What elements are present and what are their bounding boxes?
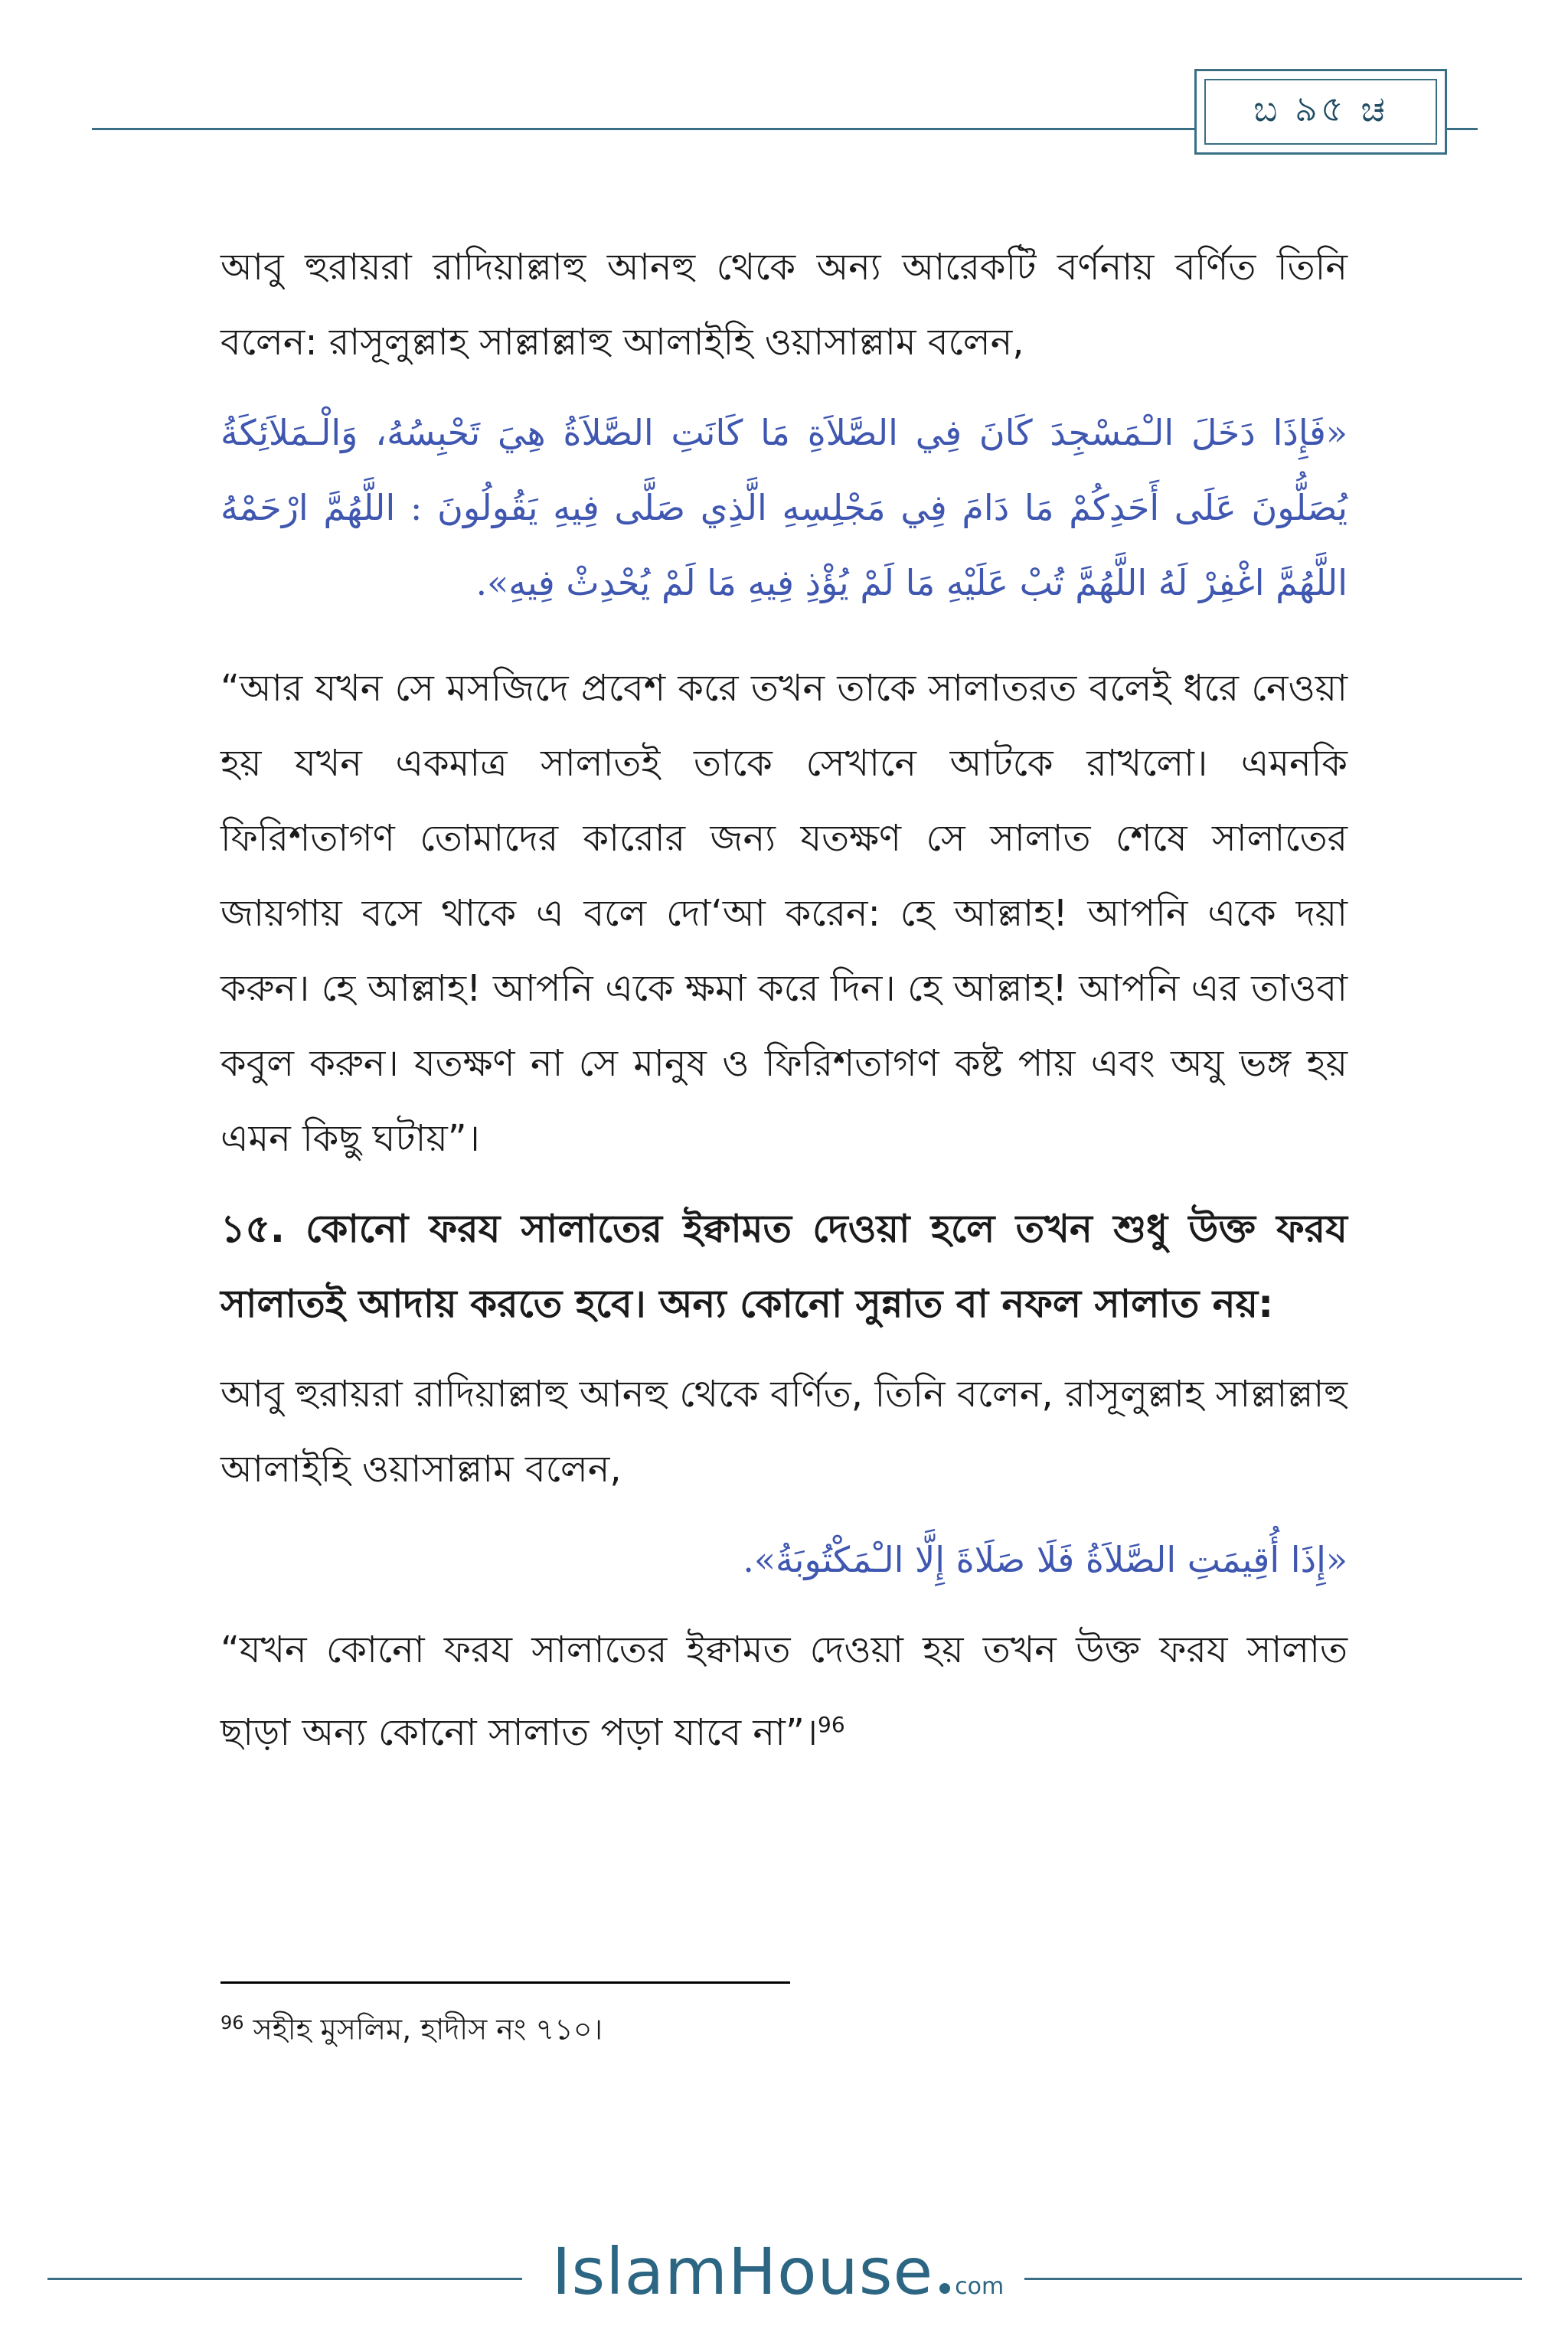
page-number [1253, 83, 1388, 141]
arabic-hadith-1: «فَإِذَا دَخَلَ الـْمَسْجِدَ كَانَ فِي الصَّلاَةِ مَا كَانَتِ الصَّلاَةُ هِيَ تَحْبِسُهُ، وَالْـمَلاَئِكَةُ يُصَلُّونَ عَلَى أَحَدِكُمْ مَا دَامَ فِي مَجْلِسِهِ الَّذِي صَلَّى فِيهِ يَقُولُونَ : اللَّهُمَّ ارْحَمْهُ اللَّهُمَّ اغْفِرْ لَهُ اللَّهُمَّ تُبْ عَلَيْهِ مَا لَمْ يُؤْذِ فِيهِ مَا لَمْ يُحْدِثْ فِيهِ». [220, 412, 1348, 603]
left-ornament: ಬ [1253, 88, 1281, 129]
paragraph-intro: আবু হুরায়রা রাদিয়াল্লাহু আনহু থেকে অন্য আরেকটি বর্ণনায় বর্ণিত তিনি বলেন: রাসূলুল্লাহ সাল্লাল্লাহু আলাইহি ওয়াসাল্লাম বলেন, [220, 246, 1348, 364]
paragraph-translation-1: “আর যখন সে মসজিদে প্রবেশ করে তখন তাকে সালাতরত বলেই ধরে নেওয়া হয় যখন একমাত্র সালাতই তাকে সেখানে আটকে রাখলো। এমনকি ফিরিশতাগণ তোমাদের কারোর জন্য যতক্ষণ সে সালাত শেষে সালাতের জায়গায় বসে থাকে এ বলে দো‘আ করেন: হে আল্লাহ! আপনি একে দয়া করুন। হে আল্লাহ! আপনি একে ক্ষমা করে দিন। হে আল্লাহ! আপনি এর তাওবা কবুল করুন। যতক্ষণ না সে মানুষ ও ফিরিশতাগণ কষ্ট পায় এবং অযু ভঙ্গ হয় এমন কিছু ঘটায়”। [220, 667, 1348, 1160]
page-number-frame [1194, 69, 1447, 155]
right-ornament: ಚ [1361, 88, 1388, 129]
brand-tld: com [955, 2273, 1004, 2300]
footnote-text: সহীহ মুসলিম, হাদীস নং ৭১০। [243, 2012, 603, 2047]
page-number-value: ৯৫ [1295, 88, 1347, 129]
footer-rule-right [1024, 2278, 1522, 2280]
translation-2-text: “যখন কোনো ফরয সালাতের ইক্বামত দেওয়া হয় তখন উক্ত ফরয সালাত ছাড়া অন্য কোনো সালাত পড়া যাবে না”। [220, 1628, 1348, 1754]
footer-rule-left [47, 2278, 522, 2280]
paragraph-narration-2: আবু হুরায়রা রাদিয়াল্লাহু আনহু থেকে বর্ণিত, তিনি বলেন, রাসূলুল্লাহ সাল্লাল্লাহু আলাইহি ওয়াসাল্লাম বলেন, [220, 1373, 1348, 1491]
footnote-reference[interactable]: 96 [818, 1712, 845, 1737]
footer-logo[interactable] [548, 2234, 1008, 2318]
main-content [220, 230, 1348, 1770]
footnote-rule [220, 1981, 790, 1984]
footnote-marker: 96 [220, 2012, 244, 2034]
arabic-hadith-2: «إِذَا أُقِيمَتِ الصَّلاَةُ فَلَا صَلَاةَ إِلَّا الـْمَكْتُوبَةُ». [743, 1539, 1348, 1580]
footnote [220, 2000, 603, 2053]
paragraph-translation-2 [220, 1612, 1348, 1770]
section-heading-15: ১৫. কোনো ফরয সালাতের ইক্বামত দেওয়া হলে তখন শুধু উক্ত ফরয সালাতই আদায় করতে হবে। অন্য কোনো সুন্নাত বা নফল সালাত নয়: [220, 1207, 1348, 1326]
brand-dot-icon [939, 2283, 950, 2294]
page-number-inner-frame [1204, 79, 1437, 145]
brand-name: IslamHouse [551, 2234, 934, 2309]
